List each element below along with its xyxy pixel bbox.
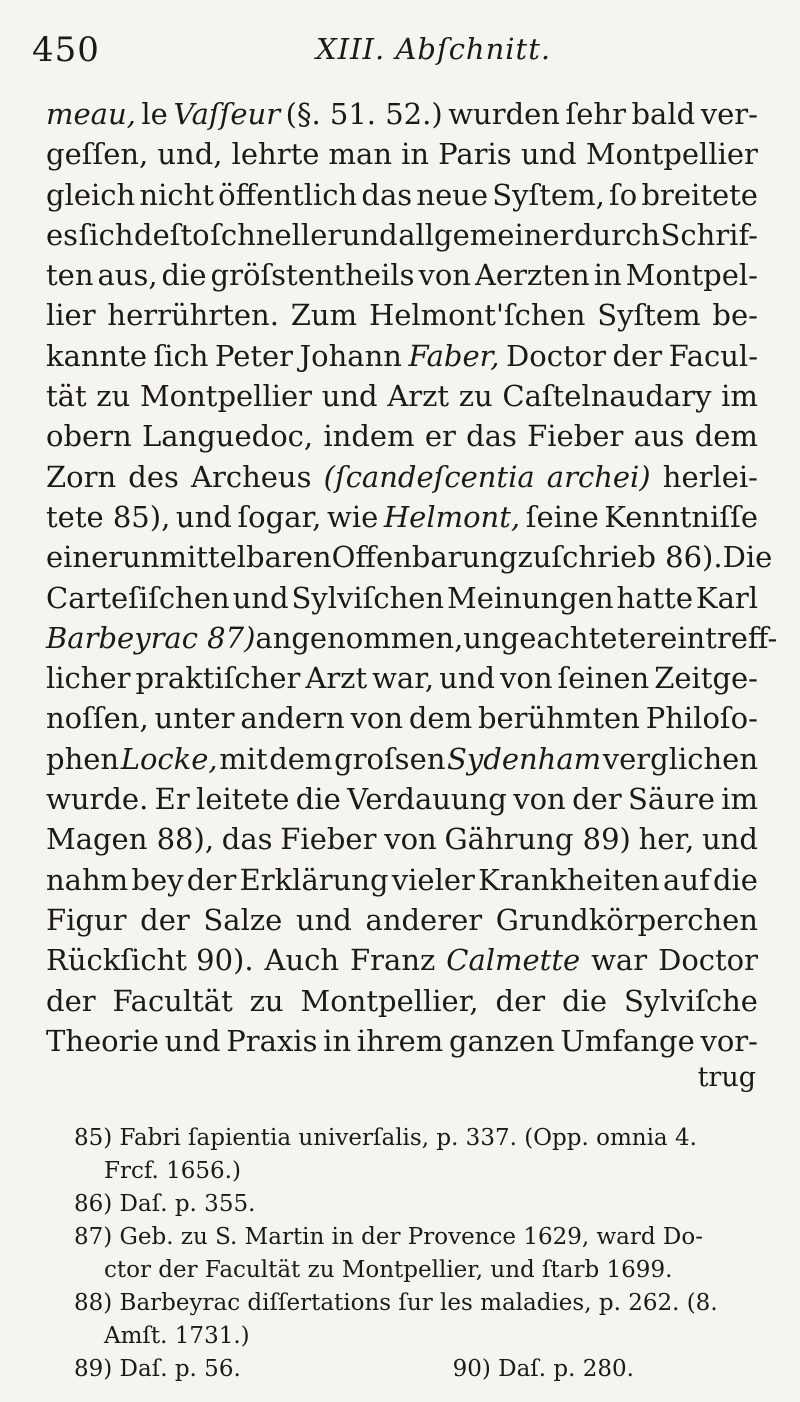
word: le bbox=[141, 97, 168, 131]
word: Facultät bbox=[112, 983, 233, 1018]
word: ungeachtet bbox=[463, 620, 630, 655]
word: Helmont'ſchen bbox=[368, 298, 586, 333]
word: archei) bbox=[546, 459, 651, 494]
word: dem bbox=[694, 419, 758, 454]
word: von bbox=[500, 661, 553, 696]
word: Zum bbox=[290, 298, 358, 333]
word: und bbox=[321, 379, 378, 414]
word: gröſstentheils bbox=[210, 258, 415, 293]
text-line bbox=[46, 940, 758, 980]
word: des bbox=[128, 459, 179, 494]
word: Karl bbox=[695, 580, 758, 615]
word: Aerzten bbox=[474, 258, 590, 293]
word: Sylviſchen bbox=[291, 580, 445, 615]
word: Erklärung bbox=[239, 862, 389, 897]
word: anderer bbox=[365, 902, 483, 937]
word: Zeitge- bbox=[654, 661, 758, 696]
word: und bbox=[341, 217, 398, 252]
word: die bbox=[712, 862, 758, 897]
word: und bbox=[175, 499, 232, 534]
word: und, bbox=[157, 137, 223, 172]
footnote-87: 87) Geb. zu S. Martin in der Provence 1629, ward Do- bbox=[74, 1224, 703, 1250]
word: öffentlich bbox=[218, 177, 358, 212]
word: von bbox=[418, 258, 471, 293]
text-line bbox=[46, 497, 758, 537]
word: be- bbox=[712, 298, 758, 333]
word: Rückſicht 90). bbox=[46, 943, 254, 978]
word: vor- bbox=[700, 1023, 758, 1058]
text-line bbox=[46, 900, 758, 940]
running-title: XIII. Abſchnitt. bbox=[316, 32, 552, 66]
word: bey bbox=[131, 862, 184, 897]
footnote-row-89-90 bbox=[74, 1353, 634, 1386]
word: Arzt bbox=[305, 661, 368, 696]
word: ganzen bbox=[449, 1023, 555, 1058]
word: Philoſo- bbox=[645, 701, 758, 736]
word: bald bbox=[631, 97, 696, 131]
word: der bbox=[140, 902, 190, 937]
word: obern bbox=[46, 419, 132, 454]
word: indem bbox=[323, 419, 415, 454]
word: herrührten. bbox=[107, 298, 279, 333]
word: wurden bbox=[448, 97, 560, 131]
word: phen bbox=[46, 741, 120, 776]
word: er bbox=[629, 620, 661, 655]
text-line bbox=[46, 1021, 758, 1061]
text-line bbox=[46, 658, 758, 698]
word: herlei- bbox=[662, 459, 758, 494]
word: ſehr bbox=[565, 97, 626, 131]
word: Praxis bbox=[226, 1023, 318, 1058]
word: Montpellier, bbox=[300, 983, 479, 1018]
text-line bbox=[46, 416, 758, 456]
word: tät bbox=[46, 379, 87, 414]
word: Sylviſche bbox=[623, 983, 758, 1018]
word: geſſen, bbox=[46, 137, 149, 172]
word: die bbox=[295, 782, 341, 817]
word: allgemeiner bbox=[398, 217, 574, 252]
word: Theorie bbox=[46, 1023, 159, 1058]
word: und bbox=[164, 1023, 221, 1058]
word: Barbeyrac 87) bbox=[46, 620, 256, 655]
word: das bbox=[466, 419, 517, 454]
word: dem bbox=[408, 701, 473, 736]
text-line bbox=[46, 537, 773, 577]
word: der bbox=[495, 983, 546, 1018]
word: auf bbox=[663, 862, 710, 897]
footnote-88: 88) Barbeyrac diſſertations ſur les maladies, p. 262. (8. bbox=[74, 1290, 718, 1316]
word: dem bbox=[269, 741, 333, 776]
word: im bbox=[721, 782, 758, 817]
footnote-90: 90) Daſ. p. 280. bbox=[452, 1356, 634, 1382]
word: man bbox=[328, 137, 392, 172]
word: ſchneller bbox=[210, 217, 342, 252]
word: von bbox=[350, 701, 404, 736]
word: ſo bbox=[609, 177, 638, 212]
footnote-87-continued: ctor der Facultät zu Montpellier, und ſtarb 1699. bbox=[104, 1257, 673, 1283]
word: licher bbox=[46, 661, 131, 696]
word: Die bbox=[722, 540, 773, 575]
text-line bbox=[46, 255, 758, 295]
word: er bbox=[424, 419, 456, 454]
word: ſich bbox=[78, 217, 134, 252]
word: lehrte bbox=[231, 137, 320, 172]
word: Salze bbox=[203, 902, 283, 937]
word: Grundkörperchen bbox=[495, 902, 758, 937]
word: Franz bbox=[350, 943, 436, 978]
word: Montpel- bbox=[625, 258, 758, 293]
word: wie bbox=[327, 499, 379, 534]
word: Zorn bbox=[46, 459, 117, 494]
word: und bbox=[520, 137, 577, 172]
word: es bbox=[46, 217, 79, 252]
word: die bbox=[562, 983, 608, 1018]
word: aus, bbox=[97, 258, 158, 293]
word: Peter bbox=[214, 338, 294, 373]
footnote-86: 86) Daſ. p. 355. bbox=[74, 1191, 256, 1217]
word: andern bbox=[240, 701, 345, 736]
word: Schrif- bbox=[660, 217, 758, 252]
word: ihrem bbox=[356, 1023, 444, 1058]
word: Facul- bbox=[668, 338, 758, 373]
word: und bbox=[232, 580, 289, 615]
word: verglichen bbox=[602, 741, 758, 776]
word: war bbox=[591, 943, 648, 978]
word: deſto bbox=[134, 217, 210, 252]
footnote-85: 85) Fabri ſapientia univerſalis, p. 337. (Opp. omnia 4. bbox=[74, 1125, 697, 1151]
text-line bbox=[46, 739, 758, 779]
word: und bbox=[295, 902, 352, 937]
word: im bbox=[721, 379, 758, 414]
word: einer bbox=[46, 540, 123, 575]
word: Languedoc, bbox=[142, 419, 314, 454]
word: Johann bbox=[299, 338, 402, 373]
word: mit bbox=[219, 741, 268, 776]
word: der bbox=[186, 862, 237, 897]
word: das bbox=[221, 822, 273, 857]
word: treff- bbox=[705, 620, 778, 655]
word: Offenbarung bbox=[331, 540, 518, 575]
word: und bbox=[702, 822, 758, 857]
word: der bbox=[612, 338, 663, 373]
word: Montpellier bbox=[139, 379, 313, 414]
word: Carteſiſchen bbox=[46, 580, 230, 615]
text-line bbox=[46, 860, 758, 900]
text-line bbox=[46, 175, 758, 215]
word: praktiſcher bbox=[135, 661, 301, 696]
word: unmittelbaren bbox=[122, 540, 332, 575]
word: tete 85), bbox=[46, 499, 171, 534]
word: (ſcandeſcentia bbox=[323, 459, 535, 494]
word: hatte bbox=[616, 580, 693, 615]
word: Arzt bbox=[387, 379, 450, 414]
word: neue bbox=[416, 177, 489, 212]
word: ten bbox=[46, 258, 94, 293]
text-line bbox=[46, 698, 758, 738]
word: Caſtelnaudary bbox=[502, 379, 712, 414]
word: ſeine bbox=[525, 499, 599, 534]
word: aus bbox=[633, 419, 685, 454]
word: das bbox=[361, 177, 413, 212]
word: wurde. bbox=[46, 782, 149, 817]
word: vieler bbox=[391, 862, 475, 897]
word: angenommen, bbox=[255, 620, 464, 655]
word: (§. 51. 52.) bbox=[285, 97, 443, 131]
word: Calmette bbox=[446, 943, 581, 978]
word: war, bbox=[372, 661, 435, 696]
text-line bbox=[46, 578, 758, 618]
word: ver- bbox=[700, 97, 758, 131]
word: unter bbox=[154, 701, 235, 736]
word: Fieber bbox=[280, 822, 377, 857]
word: ein bbox=[660, 620, 706, 655]
word: Doctor bbox=[506, 338, 606, 373]
word: in bbox=[593, 258, 622, 293]
word: ſich bbox=[153, 338, 209, 373]
word: groſsen bbox=[334, 741, 446, 776]
text-line bbox=[46, 618, 778, 658]
word: zu bbox=[96, 379, 131, 414]
word: gleich bbox=[46, 177, 136, 212]
word: ſogar, bbox=[237, 499, 322, 534]
word: Sydenham bbox=[447, 741, 602, 776]
word: nicht bbox=[139, 177, 214, 212]
word: Meinungen bbox=[447, 580, 614, 615]
word: Vaſſeur bbox=[173, 97, 281, 131]
word: zuſchrieb 86). bbox=[517, 540, 723, 575]
catchword: trug bbox=[697, 1062, 756, 1093]
word: Helmont, bbox=[383, 499, 521, 534]
word: Faber, bbox=[408, 338, 500, 373]
word: Archeus bbox=[191, 459, 312, 494]
word: lier bbox=[46, 298, 96, 333]
word: Säure bbox=[628, 782, 715, 817]
text-line bbox=[46, 819, 758, 859]
word: der bbox=[572, 782, 622, 817]
word: von bbox=[384, 822, 437, 857]
word: meau, bbox=[46, 97, 136, 131]
word: zu bbox=[249, 983, 284, 1018]
word: breitete bbox=[641, 177, 758, 212]
word: Montpellier bbox=[585, 137, 758, 172]
word: Syſtem bbox=[597, 298, 701, 333]
word: in bbox=[323, 1023, 352, 1058]
text-line bbox=[46, 94, 758, 134]
text-line bbox=[46, 376, 758, 416]
word: Umfange bbox=[560, 1023, 695, 1058]
word: nahm bbox=[46, 862, 129, 897]
text-line bbox=[46, 457, 758, 497]
word: und bbox=[439, 661, 496, 696]
word: Gährung 89) bbox=[444, 822, 631, 857]
word: Krankheiten bbox=[478, 862, 660, 897]
text-line bbox=[46, 779, 758, 819]
page-number: 450 bbox=[32, 30, 100, 70]
word: Syſtem, bbox=[492, 177, 605, 212]
word: leitete bbox=[196, 782, 290, 817]
footnote-85-continued: Frcf. 1656.) bbox=[104, 1158, 241, 1184]
word: Verdauung bbox=[347, 782, 507, 817]
word: Fieber bbox=[527, 419, 624, 454]
word: von bbox=[513, 782, 566, 817]
word: Er bbox=[154, 782, 190, 817]
word: durch bbox=[573, 217, 660, 252]
word: berühmten bbox=[477, 701, 640, 736]
word: in bbox=[401, 137, 430, 172]
word: her, bbox=[638, 822, 695, 857]
word: ſeinen bbox=[557, 661, 650, 696]
footnote-89: 89) Daſ. p. 56. bbox=[74, 1356, 241, 1382]
word: Kenntniſſe bbox=[604, 499, 758, 534]
text-line bbox=[46, 981, 758, 1021]
word: Magen 88), bbox=[46, 822, 215, 857]
text-line bbox=[46, 215, 758, 255]
body-text bbox=[46, 94, 778, 1061]
word: Locke, bbox=[120, 741, 218, 776]
text-line bbox=[46, 295, 758, 335]
word: Figur bbox=[46, 902, 127, 937]
word: der bbox=[46, 983, 96, 1018]
word: Auch bbox=[264, 943, 340, 978]
footnotes bbox=[74, 1122, 760, 1386]
footnote-88-continued: Amſt. 1731.) bbox=[104, 1323, 250, 1349]
text-line bbox=[46, 134, 758, 174]
word: Paris bbox=[438, 137, 512, 172]
word: noſſen, bbox=[46, 701, 149, 736]
word: Doctor bbox=[658, 943, 758, 978]
page-header bbox=[28, 28, 768, 72]
text-line bbox=[46, 336, 758, 376]
word: kannte bbox=[46, 338, 148, 373]
word: die bbox=[161, 258, 207, 293]
word: zu bbox=[458, 379, 493, 414]
